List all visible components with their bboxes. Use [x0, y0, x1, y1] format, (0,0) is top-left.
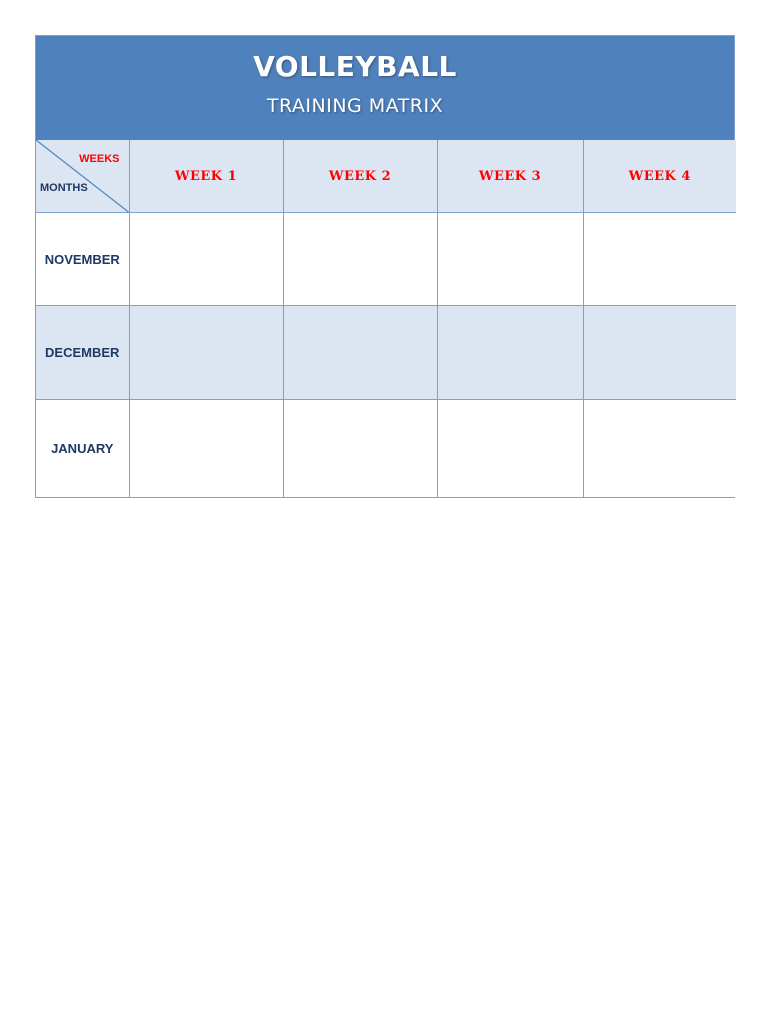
months-axis-label: MONTHS [40, 182, 88, 194]
month-label: NOVEMBER [36, 213, 129, 306]
month-row [36, 400, 736, 498]
training-cell[interactable] [583, 400, 736, 498]
week-header: WEEK 1 [129, 140, 283, 213]
training-cell[interactable] [283, 400, 437, 498]
document-title: VOLLEYBALL [253, 50, 457, 83]
training-cell[interactable] [129, 306, 283, 400]
diagonal-divider [36, 140, 129, 212]
training-cell[interactable] [129, 400, 283, 498]
training-cell[interactable] [437, 400, 583, 498]
training-matrix [35, 35, 735, 498]
training-cell[interactable] [583, 213, 736, 306]
week-header: WEEK 4 [583, 140, 736, 213]
matrix-table [36, 140, 736, 497]
title-banner [36, 36, 734, 140]
training-cell[interactable] [283, 306, 437, 400]
training-cell[interactable] [283, 213, 437, 306]
training-cell[interactable] [583, 306, 736, 400]
week-header: WEEK 2 [283, 140, 437, 213]
training-cell[interactable] [437, 306, 583, 400]
week-header: WEEK 3 [437, 140, 583, 213]
training-cell[interactable] [129, 213, 283, 306]
document-subtitle: TRAINING MATRIX [266, 95, 444, 117]
training-cell[interactable] [437, 213, 583, 306]
month-label: DECEMBER [36, 306, 129, 400]
corner-cell [36, 140, 129, 213]
weeks-axis-label: WEEKS [79, 153, 120, 165]
header-row [36, 140, 736, 213]
month-label: JANUARY [36, 400, 129, 498]
month-row [36, 306, 736, 400]
month-row [36, 213, 736, 306]
